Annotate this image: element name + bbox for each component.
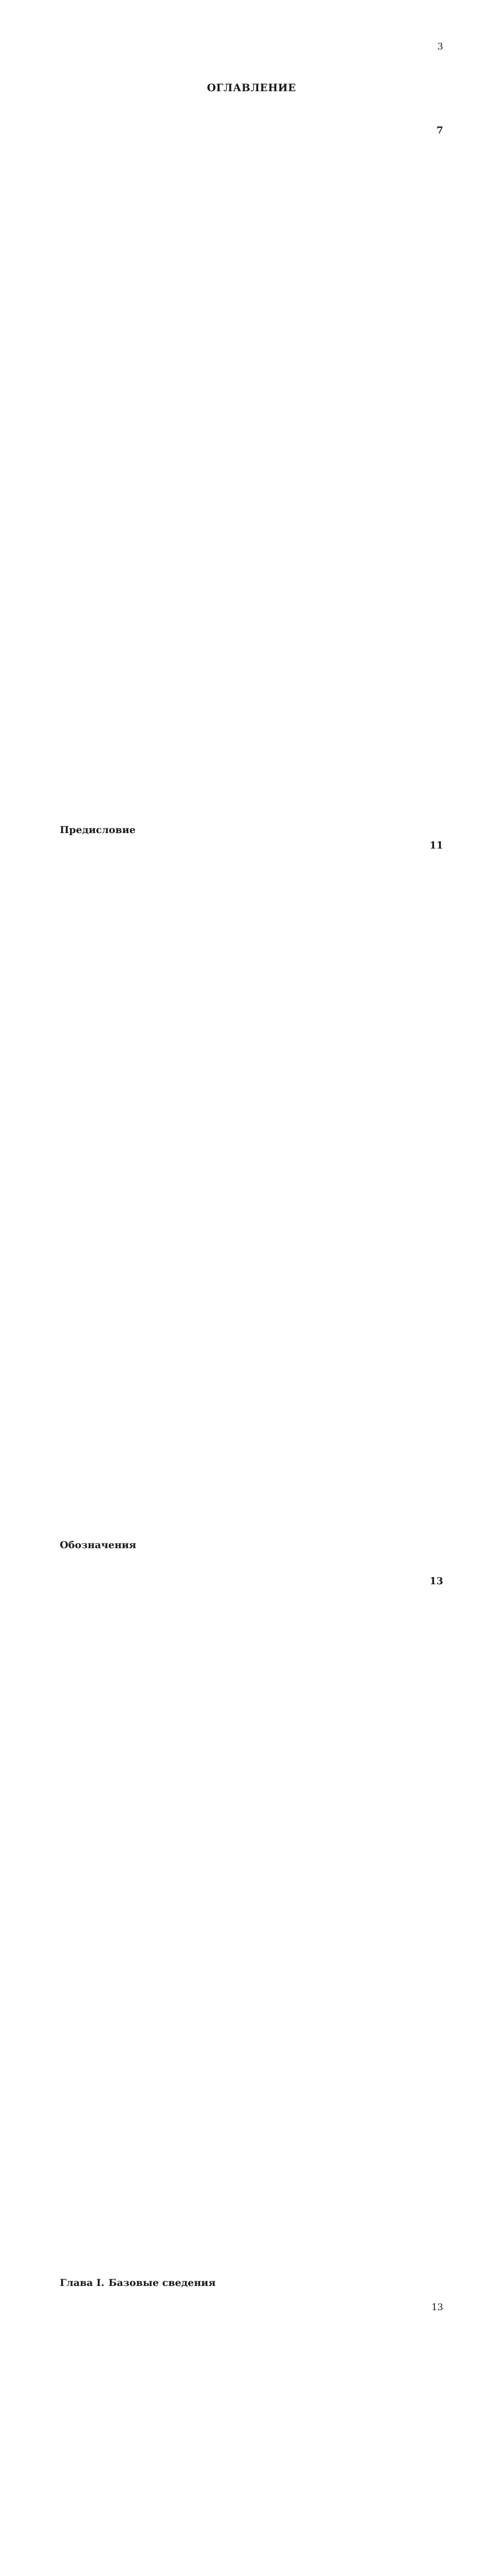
toc-entry-preface[interactable] [60, 123, 443, 838]
entry-title: Обозначения [60, 1539, 137, 1551]
toc-section[interactable] [65, 2301, 443, 2576]
page-number: 3 [437, 41, 443, 52]
toc-chapter-1[interactable] [60, 1574, 443, 2290]
chapter-label: Глава I. [60, 2277, 105, 2289]
chapter-title: Базовые сведения [108, 2277, 216, 2289]
section-page: 13 [431, 2302, 443, 2313]
chapter-1-sections [65, 2301, 443, 2576]
entry-page: 11 [429, 840, 443, 851]
entry-title: Предисловие [60, 824, 136, 836]
toc-title: ОГЛАВЛЕНИЕ [207, 81, 296, 94]
table-of-contents [60, 123, 443, 2576]
entry-page: 7 [436, 125, 443, 136]
chapter-page: 13 [429, 1575, 443, 1587]
toc-entry-notation[interactable] [60, 838, 443, 1553]
